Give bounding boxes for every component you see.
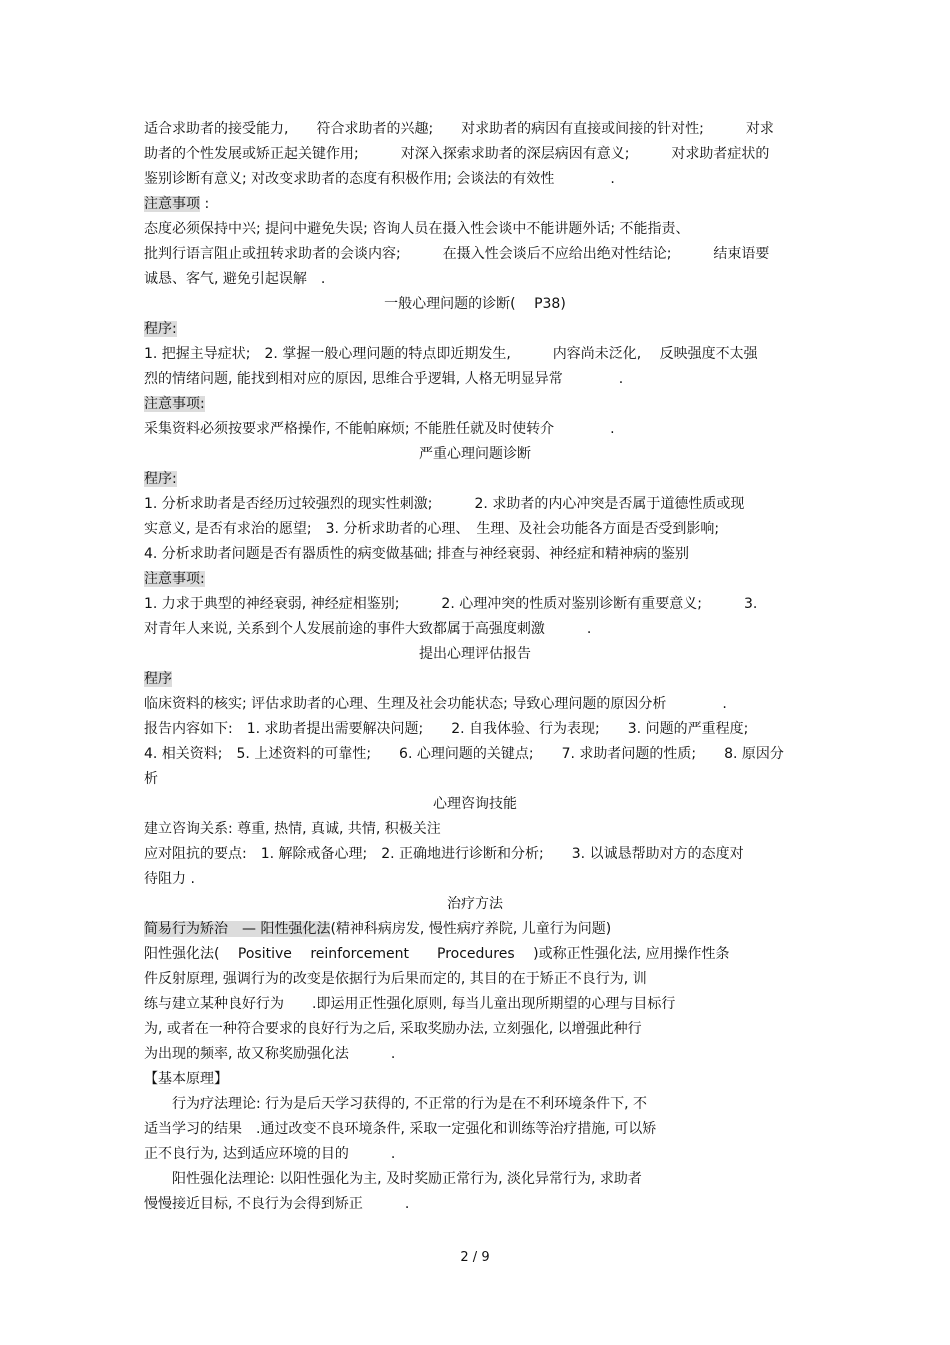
text-line: 态度必须保持中兴; 提问中避免失误; 咨询人员在摄入性会谈中不能讲题外话; 不能指责、 (144, 221, 690, 237)
section-title: 严重心理问题诊断 (419, 446, 531, 462)
procedure-heading (144, 320, 177, 338)
procedure-heading (144, 670, 172, 688)
note-heading-label: 注意事项: (144, 396, 205, 412)
subheading: 【基本原理】 (144, 1071, 228, 1087)
section-title: 心理咨询技能 (433, 796, 517, 812)
text-line: 助者的个性发展或矫正起关键作用; 对深入探索求助者的深层病因有意义; 对求助者症状的 (144, 146, 770, 162)
text-line: 对青年人来说, 关系到个人发展前途的事件大致都属于高强度刺激 . (144, 621, 592, 637)
procedure-heading-label: 程序 (144, 671, 172, 687)
text-line: 批判行语言阻止或扭转求助者的会谈内容; 在摄入性会谈后不应给出绝对性结论; 结束语要 (144, 246, 770, 262)
text-line: 实意义, 是否有求治的愿望; 3. 分析求助者的心理、 生理、及社会功能各方面是否受到影响; (144, 521, 720, 537)
text-line: 待阻力 . (144, 871, 195, 887)
text-line: 诚恳、客气, 避免引起误解 . (144, 271, 326, 287)
section-title: 治疗方法 (447, 896, 503, 912)
text-line: 析 (144, 771, 158, 787)
section-title: 提出心理评估报告 (419, 646, 531, 662)
text-line: 为, 或者在一种符合要求的良好行为之后, 采取奖励办法, 立刻强化, 以增强此种行 (144, 1021, 642, 1037)
text-line: 阳性强化法理论: 以阳性强化为主, 及时奖励正常行为, 淡化异常行为, 求助者 (144, 1171, 642, 1187)
procedure-heading (144, 470, 177, 488)
text-line: 1. 分析求助者是否经历过较强烈的现实性刺激; 2. 求助者的内心冲突是否属于道德性质或现 (144, 496, 745, 512)
method-heading (144, 920, 611, 938)
text-line: 1. 力求于典型的神经衰弱, 神经症相鉴别; 2. 心理冲突的性质对鉴别诊断有重要意义; 3. (144, 596, 758, 612)
text-line: 采集资料必须按要求严格操作, 不能帕麻烦; 不能胜任就及时使转介 . (144, 421, 615, 437)
text-line: 适合求助者的接受能力, 符合求助者的兴趣; 对求助者的病因有直接或间接的针对性; 对求 (144, 121, 774, 137)
text-line: 1. 把握主导症状; 2. 掌握一般心理问题的特点即近期发生, 内容尚未泛化, 反映强度不太强 (144, 346, 758, 362)
note-heading-label: 注意事项 (144, 196, 200, 212)
text-line: 为出现的频率, 故又称奖励强化法 . (144, 1046, 396, 1062)
text-line: 4. 相关资料; 5. 上述资料的可靠性; 6. 心理问题的关键点; 7. 求助者问题的性质; 8. 原因分 (144, 746, 784, 762)
text-line: 报告内容如下: 1. 求助者提出需要解决问题; 2. 自我体验、行为表现; 3. 问题的严重程度; (144, 721, 749, 737)
page-number: 2 / 9 (460, 1250, 490, 1265)
note-heading-colon: : (204, 196, 210, 212)
text-line: 鉴别诊断有意义; 对改变求助者的态度有积极作用; 会谈法的有效性 . (144, 171, 615, 187)
note-heading-label: 注意事项: (144, 571, 205, 587)
text-line: 慢慢接近目标, 不良行为会得到矫正 . (144, 1196, 410, 1212)
note-heading (144, 395, 205, 413)
text-line: 建立咨询关系: 尊重, 热情, 真诚, 共情, 积极关注 (144, 821, 441, 837)
text-line: 练与建立某种良好行为 .即运用正性强化原则, 每当儿童出现所期望的心理与目标行 (144, 996, 676, 1012)
text-line: 阳性强化法( Positive reinforcement Procedures )或称正性强化法, 应用操作性条 (144, 946, 730, 962)
section-title: 一般心理问题的诊断( P38) (384, 296, 566, 312)
text-line: 适当学习的结果 .通过改变不良环境条件, 采取一定强化和训练等治疗措施, 可以矫 (144, 1121, 657, 1137)
note-heading (144, 570, 205, 588)
text-line: 件反射原理, 强调行为的改变是依据行为后果而定的, 其目的在于矫正不良行为, 训 (144, 971, 647, 987)
text-line: 烈的情绪问题, 能找到相对应的原因, 思维合乎逻辑, 人格无明显异常 . (144, 371, 624, 387)
note-heading (144, 195, 209, 213)
method-heading-label: 简易行为矫治 — 阳性强化法 (144, 921, 331, 937)
text-line: 行为疗法理论: 行为是后天学习获得的, 不正常的行为是在不利环境条件下, 不 (144, 1096, 647, 1112)
procedure-heading-label: 程序: (144, 471, 177, 487)
text-line: 应对阻抗的要点: 1. 解除戒备心理; 2. 正确地进行诊断和分析; 3. 以诚恳帮助对方的态度对 (144, 846, 744, 862)
method-heading-scope: (精神科病房发, 慢性病疗养院, 儿童行为问题) (330, 921, 612, 937)
text-line: 临床资料的核实; 评估求助者的心理、生理及社会功能状态; 导致心理问题的原因分析 . (144, 696, 727, 712)
text-line: 4. 分析求助者问题是否有器质性的病变做基础; 排查与神经衰弱、神经症和精神病的鉴别 (144, 546, 689, 562)
text-line: 正不良行为, 达到适应环境的目的 . (144, 1146, 396, 1162)
procedure-heading-label: 程序: (144, 321, 177, 337)
